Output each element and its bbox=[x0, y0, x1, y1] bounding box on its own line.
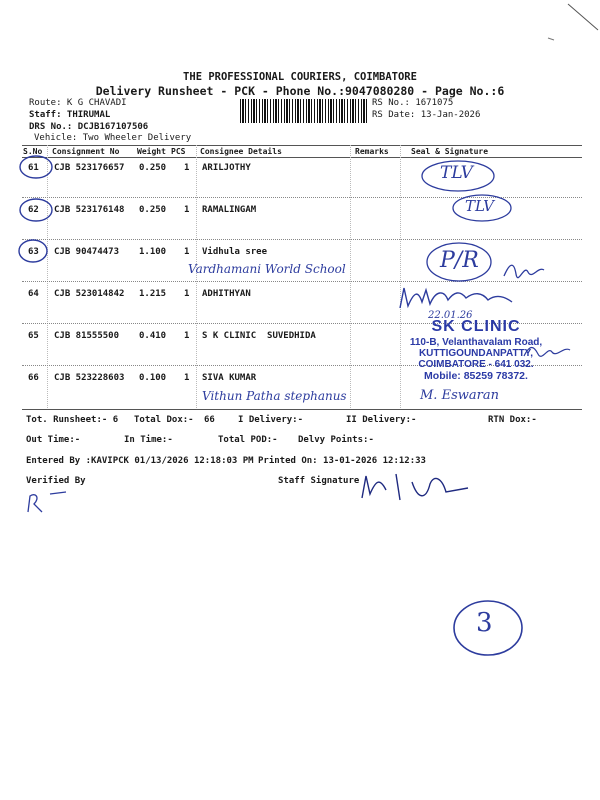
row-sno: 61 bbox=[28, 163, 39, 173]
page-corner-mark bbox=[540, 0, 600, 50]
out-time-label: Out Time:- bbox=[26, 435, 81, 445]
in-time-label: In Time:- bbox=[124, 435, 173, 445]
row-consignment: CJB 81555500 bbox=[54, 331, 120, 341]
verified-by-label: Verified By bbox=[26, 476, 86, 486]
row-details: SIVA KUMAR bbox=[202, 373, 257, 383]
row66-sign: M. Eswaran bbox=[420, 388, 499, 403]
printed-on: Printed On: 13-01-2026 12:12:33 bbox=[258, 456, 426, 466]
delvy-points-label: Delvy Points:- bbox=[298, 435, 374, 445]
col-remarks: Remarks bbox=[355, 147, 389, 156]
row64-note: 22.01.26 bbox=[428, 310, 473, 321]
col-separator bbox=[47, 145, 49, 410]
rs-number: RS No.: 1671075 bbox=[372, 98, 454, 108]
total-dox-value: 66 bbox=[204, 415, 215, 425]
vehicle-label: Vehicle: Two Wheeler Delivery bbox=[34, 133, 192, 143]
rs-date: RS Date: 13-Jan-2026 bbox=[372, 110, 481, 120]
runsheet-title: Delivery Runsheet - PCK - Phone No.:9047080280 - Page No.:6 bbox=[95, 84, 505, 98]
route-label: Route: K G CHAVADI bbox=[29, 98, 127, 108]
staff-label: Staff: THIRUMAL bbox=[29, 110, 111, 120]
clinic-stamp bbox=[376, 318, 576, 382]
row-consignment: CJB 523176657 bbox=[54, 163, 125, 173]
col-seal-signature: Seal & Signature bbox=[411, 147, 489, 156]
rtn-dox-label: RTN Dox:- bbox=[488, 415, 537, 425]
barcode bbox=[240, 99, 368, 123]
table-header-rule bbox=[22, 157, 582, 158]
col-weight: Weight bbox=[137, 147, 166, 156]
row-details: S K CLINIC SUVEDHIDA bbox=[202, 331, 316, 341]
row-details: Vidhula sree bbox=[202, 247, 268, 257]
row-details: RAMALINGAM bbox=[202, 205, 257, 215]
row-sno: 65 bbox=[28, 331, 39, 341]
table-bottom-rule bbox=[22, 409, 582, 410]
entered-by: Entered By :KAVIPCK 01/13/2026 12:18:03 PM bbox=[26, 456, 254, 466]
row-pcs: 1 bbox=[184, 331, 190, 341]
row-consignment: CJB 523014842 bbox=[54, 289, 125, 299]
row-details: ARILJOTHY bbox=[202, 163, 251, 173]
col-consignment: Consignment No bbox=[52, 147, 120, 156]
drs-number: DRS No.: DCJB167107506 bbox=[29, 122, 149, 132]
row-sno: 66 bbox=[28, 373, 39, 383]
stamp-line2: KUTTIGOUNDANPATTY, bbox=[418, 348, 534, 359]
row-pcs: 1 bbox=[184, 289, 190, 299]
company-title: THE PROFESSIONAL COURIERS, COIMBATORE bbox=[183, 71, 417, 83]
row-rule bbox=[22, 239, 582, 240]
row-sno: 62 bbox=[28, 205, 39, 215]
verified-signature bbox=[22, 488, 72, 518]
row-pcs: 1 bbox=[184, 373, 190, 383]
row61-mark: TLV bbox=[440, 163, 473, 183]
row63-mark: P/R bbox=[440, 248, 479, 273]
row-sno: 63 bbox=[28, 247, 39, 257]
row-weight: 0.100 bbox=[139, 373, 167, 383]
table-top-rule bbox=[22, 145, 582, 146]
row-rule bbox=[22, 197, 582, 198]
row-pcs: 1 bbox=[184, 163, 190, 173]
row66-note: Vithun Patha stephanus bbox=[202, 389, 347, 403]
row62-mark: TLV bbox=[465, 197, 495, 215]
col-sno: S.No bbox=[23, 147, 43, 156]
staff-signature bbox=[356, 470, 476, 510]
ii-delivery-label: II Delivery:- bbox=[346, 415, 417, 425]
row-sno: 64 bbox=[28, 289, 39, 299]
stamp-line4: Mobile: 85259 78372. bbox=[424, 370, 528, 382]
total-dox-label: Total Dox:- bbox=[134, 415, 194, 425]
col-separator bbox=[196, 145, 198, 410]
row63-note: Vardhamani World School bbox=[188, 262, 346, 276]
staff-signature-label: Staff Signature bbox=[278, 476, 360, 486]
row-weight: 1.100 bbox=[139, 247, 167, 257]
stamp-line1: 110-B, Velanthavalam Road, bbox=[409, 337, 543, 348]
total-runsheet: Tot. Runsheet:- 6 bbox=[26, 415, 119, 425]
row-consignment: CJB 90474473 bbox=[54, 247, 120, 257]
stamp-name: SK CLINIC bbox=[431, 318, 521, 335]
row-consignment: CJB 523176148 bbox=[54, 205, 125, 215]
page-number: 3 bbox=[476, 608, 493, 638]
total-pod-label: Total POD:- bbox=[218, 435, 278, 445]
row-weight: 0.410 bbox=[139, 331, 167, 341]
row63-signature bbox=[500, 258, 550, 282]
col-pcs: PCS bbox=[171, 147, 186, 156]
i-delivery-label: I Delivery:- bbox=[238, 415, 304, 425]
row-weight: 1.215 bbox=[139, 289, 167, 299]
col-separator bbox=[350, 145, 352, 410]
col-details: Consignee Details bbox=[200, 147, 282, 156]
row-details: ADHITHYAN bbox=[202, 289, 251, 299]
row-weight: 0.250 bbox=[139, 205, 167, 215]
row-weight: 0.250 bbox=[139, 163, 167, 173]
row-rule bbox=[22, 281, 582, 282]
row-pcs: 1 bbox=[184, 205, 190, 215]
row-consignment: CJB 523228603 bbox=[54, 373, 125, 383]
stamp-line3: COIMBATORE - 641 032. bbox=[418, 359, 534, 370]
row-pcs: 1 bbox=[184, 247, 190, 257]
